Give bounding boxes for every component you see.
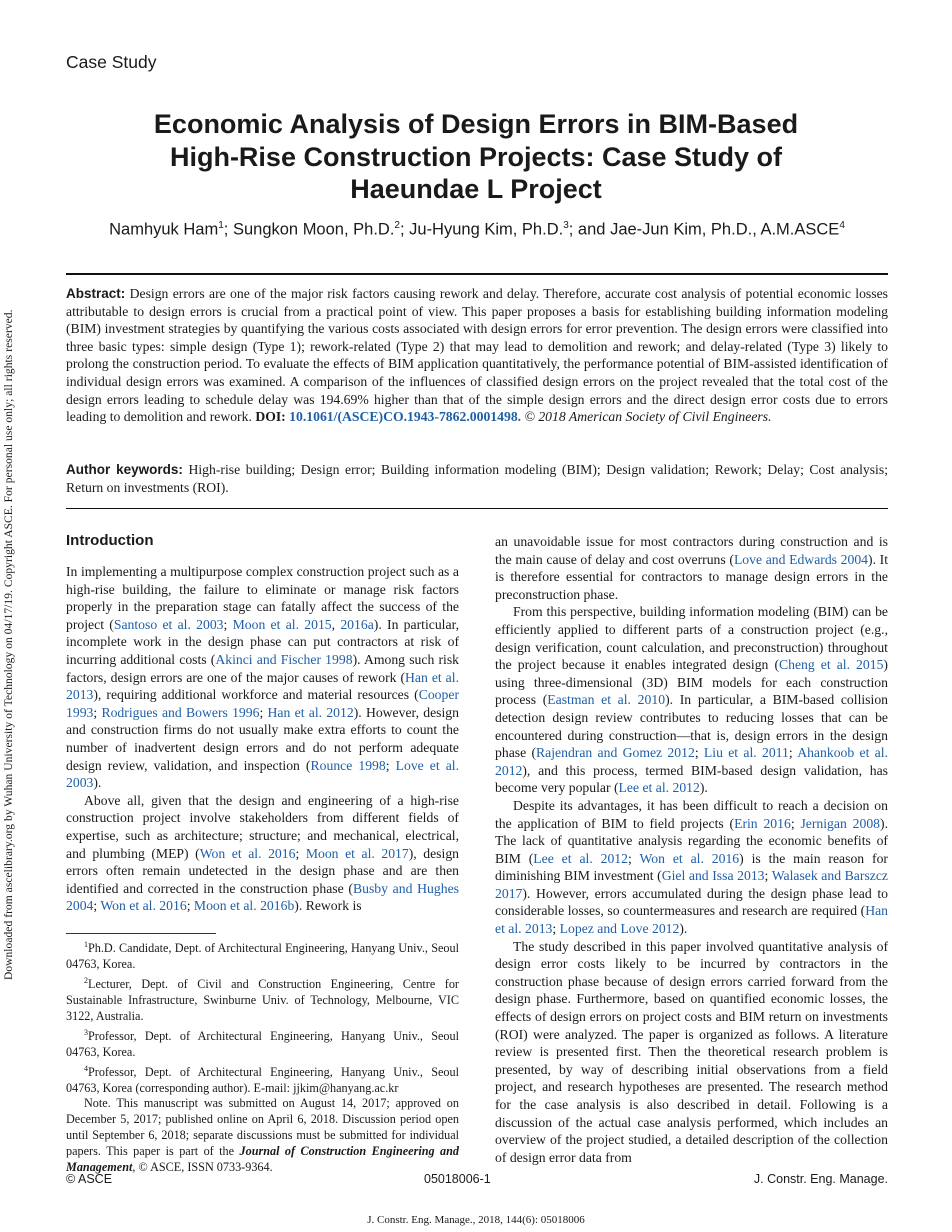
reference-link[interactable]: Lee et al. 2012 xyxy=(533,850,628,866)
footer-page-id: 05018006-1 xyxy=(424,1172,491,1186)
abstract-label: Abstract: xyxy=(66,286,126,301)
citation-line: J. Constr. Eng. Manage., 2018, 144(6): 05018006 xyxy=(367,1214,585,1226)
reference-link[interactable]: Cooper 1993 xyxy=(66,687,459,720)
right-column xyxy=(495,533,888,1166)
abstract xyxy=(66,285,888,426)
body-paragraph: Above all, given that the design and engineering of a high-rise construction project involve stakeholders from different fields of expertise, such as architecture; structure; and mechanical, electrical, and plumbing (MEP) (Won et al. 2016; Moon et al. 2017), design errors often remain undetected in the design phase and are then identified and corrected in the construction phase (Busby and Hughes 2004; Won et al. 2016; Moon et al. 2016b). Rework is xyxy=(66,792,460,914)
author-list: Namhyuk Ham$^1$; Sungkon Moon, Ph.D.$^2$; Ju-Hyung Kim, Ph.D.$^3$; and Jae-Jun Kim, Ph.D., A.M.ASCE$^4$ xyxy=(109,220,845,239)
reference-link[interactable]: Moon et al. 2017 xyxy=(305,845,409,861)
reference-link[interactable]: Liu et al. 2011 xyxy=(703,745,789,761)
reference-link[interactable]: Love et al. 2003 xyxy=(66,757,460,791)
keywords-text: High-rise building; Design error; Building information modeling (BIM); Design validation; Rework; Delay; Cost analysis; Return on investments (ROI). xyxy=(66,462,888,495)
reference-link[interactable]: Won et al. 2016 xyxy=(100,898,187,914)
reference-link[interactable]: Lee et al. 2012 xyxy=(618,780,700,796)
reference-link[interactable]: Love and Edwards 2004 xyxy=(733,551,869,567)
author-affiliation-marker: 1 xyxy=(218,220,224,231)
footnotes xyxy=(66,937,459,1176)
reference-link[interactable]: Akinci and Fischer 1998 xyxy=(215,651,353,667)
paper-title: Economic Analysis of Design Errors in BIM-Based High-Rise Construction Projects: Case Study of Haeundae L Project xyxy=(153,109,799,204)
reference-link[interactable]: Han et al. 2013 xyxy=(495,903,888,937)
author-affiliation-marker: 2 xyxy=(394,220,400,231)
author-name: Namhyuk Ham xyxy=(109,220,219,239)
body-paragraph: In implementing a multipurpose complex construction project such as a high-rise building, the failure to eliminate or manage risk factors properly in the preparation stage can fatally affect the success of the project (Santoso et al. 2003; Moon et al. 2015, 2016a). In particular, incomplete work in the design phase can put contractors at risk of incurring additional costs (Akinci and Fischer 1998). Among such risk factors, design errors are one of the major causes of rework (Han et al. 2013), requiring additional workforce and material resources (Cooper 1993; Rodrigues and Bowers 1996; Han et al. 2012). However, design and construction firms do not usually make extra efforts to count the number of inadvertent design errors and do not perform adequate design review, validation, and inspection (Rounce 1998; Love et al. 2003). xyxy=(66,564,460,791)
reference-link[interactable]: Rodrigues and Bowers 1996 xyxy=(101,704,260,720)
left-column xyxy=(66,563,459,915)
reference-link[interactable]: Moon et al. 2015 xyxy=(232,616,332,632)
reference-link[interactable]: Won et al. 2016 xyxy=(199,845,296,861)
author-affiliation-marker: 3 xyxy=(563,220,569,231)
submission-note: Note. This manuscript was submitted on August 14, 2017; approved on December 5, 2017; published online on April 6, 2018. Discussion period open until September 6, 2018; separate discussions must be submitted for individual papers. This paper is part of the Journal of Construction Engineering and Management, © ASCE, ISSN 0733-9364. xyxy=(66,1096,459,1175)
author-keywords xyxy=(66,461,888,496)
reference-link[interactable]: Eastman et al. 2010 xyxy=(547,692,666,708)
reference-link[interactable]: Rajendran and Gomez 2012 xyxy=(536,745,695,761)
reference-link[interactable]: Ahankoob et al. 2012 xyxy=(495,745,888,778)
author-name: Jae-Jun Kim, Ph.D., A.M.ASCE xyxy=(610,220,840,239)
reference-link[interactable]: Cheng et al. 2015 xyxy=(779,657,884,673)
reference-link[interactable]: 2016a xyxy=(340,616,374,632)
affiliation-footnote: $^4$Professor, Dept. of Architectural Engineering, Hanyang Univ., Seoul 04763, Korea (corresponding author). E-mail: jjkim@hanyang.ac.kr xyxy=(66,1063,459,1095)
body-paragraph: an unavoidable issue for most contractors during construction and is the main cause of delay and cost overruns (Love and Edwards 2004). It is therefore essential for contractors to manage design errors in the preconstruction phase. xyxy=(495,534,889,602)
abstract-top-rule xyxy=(66,273,888,275)
introduction-heading: Introduction xyxy=(66,532,154,549)
reference-link[interactable]: Walasek and Barszcz 2017 xyxy=(495,868,888,901)
reference-link[interactable]: Won et al. 2016 xyxy=(639,850,740,866)
reference-link[interactable]: Lopez and Love 2012 xyxy=(559,921,680,937)
download-watermark xyxy=(3,260,19,980)
reference-link[interactable]: Han et al. 2013 xyxy=(66,669,459,703)
reference-link[interactable]: Giel and Issa 2013 xyxy=(661,868,765,884)
reference-link[interactable]: Rounce 1998 xyxy=(310,757,386,773)
reference-link[interactable]: Moon et al. 2016b xyxy=(193,898,295,914)
reference-link[interactable]: Jernigan 2008 xyxy=(800,815,881,831)
abstract-bottom-rule xyxy=(66,508,888,509)
reference-link[interactable]: Erin 2016 xyxy=(734,815,791,831)
author-name: Sungkon Moon, Ph.D. xyxy=(232,220,395,239)
author-name: Ju-Hyung Kim, Ph.D. xyxy=(409,220,564,239)
author-affiliation-marker: 4 xyxy=(839,220,845,231)
affiliation-footnote: $^2$Lecturer, Dept. of Civil and Construction Engineering, Centre for Sustainable Infrastructure, Swinburne Univ. of Technology, Melbourne, VIC 3122, Australia. xyxy=(66,975,459,1023)
body-paragraph: From this perspective, building information modeling (BIM) can be efficiently applied to different parts of a construction project (e.g., design verification, count calculation, and preconstruction) throughout the project because it enables integrated design (Cheng et al. 2015) using three-dimensional (3D) BIM models for each construction process (Eastman et al. 2010). In particular, a BIM-based collision detection design review contributes to reducing losses that can be encountered during construction—that is, design errors in the design phase (Rajendran and Gomez 2012; Liu et al. 2011; Ahankoob et al. 2012), and this process, termed BIM-based design validation, has become very popular (Lee et al. 2012). xyxy=(495,604,889,796)
reference-link[interactable]: Han et al. 2012 xyxy=(267,704,354,720)
affiliation-footnote: $^3$Professor, Dept. of Architectural Engineering, Hanyang Univ., Seoul 04763, Korea. xyxy=(66,1027,459,1059)
footer-publisher: © ASCE xyxy=(66,1172,113,1186)
copyright-notice: © 2018 American Society of Civil Engineers. xyxy=(524,409,772,425)
reference-link[interactable]: Busby and Hughes 2004 xyxy=(66,880,459,914)
affiliation-footnotes xyxy=(66,937,459,1096)
abstract-text: Design errors are one of the major risk factors causing rework and delay. Therefore, accurate cost analysis of potential economic losses attributable to design errors is crucial from a practical point of view. This paper proposes a basis for establishing building information modeling (BIM) investment strategies by quantifying the various costs associated with design errors for error prevention. The design errors were classified into three basic types: simple design (Type 1); rework-related (Type 2) that may lead to demolition and rework; and delay-related (Type 3) likely to prolong the construction period. To evaluate the effects of BIM application quantitatively, the performance potential of BIM-assisted identification of individual design errors was examined. A comparison of the influences of classified design errors on the project revealed that the total cost of the design errors leading to schedule delay was 194.69% higher than that of the simple design errors and the direct design error costs due to errors leading to demolition and rework. xyxy=(66,286,888,425)
doi-link[interactable]: 10.1061/(ASCE)CO.1943-7862.0001498. xyxy=(289,409,522,425)
body-paragraph: The study described in this paper involved quantitative analysis of design error costs likely to be incurred by contractors in the construction phase because of design errors carried forward from the design phase. Furthermore, based on quantified economic losses, the effects of design errors on project costs and BIM return on investments (ROI) were analyzed. The paper is organized as follows. A literature review is presented first. Then the theoretical research problem is presented, by way of describing initial observations from a field project, and research hypotheses are presented. The research method for the case analysis is also described in detail. Following is a discussion of the actual case analysis performed, which includes an overview of the project studied, a detailed description of the collection of design error data from xyxy=(495,938,888,1165)
journal-name: Journal of Construction Engineering and Management xyxy=(66,1144,459,1175)
affiliation-footnote: $^1$Ph.D. Candidate, Dept. of Architectural Engineering, Hanyang Univ., Seoul 04763, Korea. xyxy=(66,940,459,971)
section-label: Case Study xyxy=(66,52,157,72)
keywords-label: Author keywords: xyxy=(66,462,183,477)
download-watermark-text: Downloaded from ascelibrary.org by Wuhan University of Technology on 04/17/19. Copyright ASCE. For personal use only; all rights reserved. xyxy=(3,309,15,980)
doi-label: DOI: xyxy=(255,409,286,425)
reference-link[interactable]: Santoso et al. 2003 xyxy=(113,616,224,632)
footnote-rule xyxy=(66,933,216,934)
body-paragraph: Despite its advantages, it has been difficult to reach a decision on the application of BIM to field projects (Erin 2016; Jernigan 2008). The lack of quantitative analysis regarding the economic benefits of BIM (Lee et al. 2012; Won et al. 2016) is the main reason for diminishing BIM investment (Giel and Issa 2013; Walasek and Barszcz 2017). However, errors accumulated during the design phase lead to considerable losses, so countermeasures and research are required (Han et al. 2013; Lopez and Love 2012). xyxy=(495,797,888,937)
footer-journal: J. Constr. Eng. Manage. xyxy=(753,1172,888,1186)
